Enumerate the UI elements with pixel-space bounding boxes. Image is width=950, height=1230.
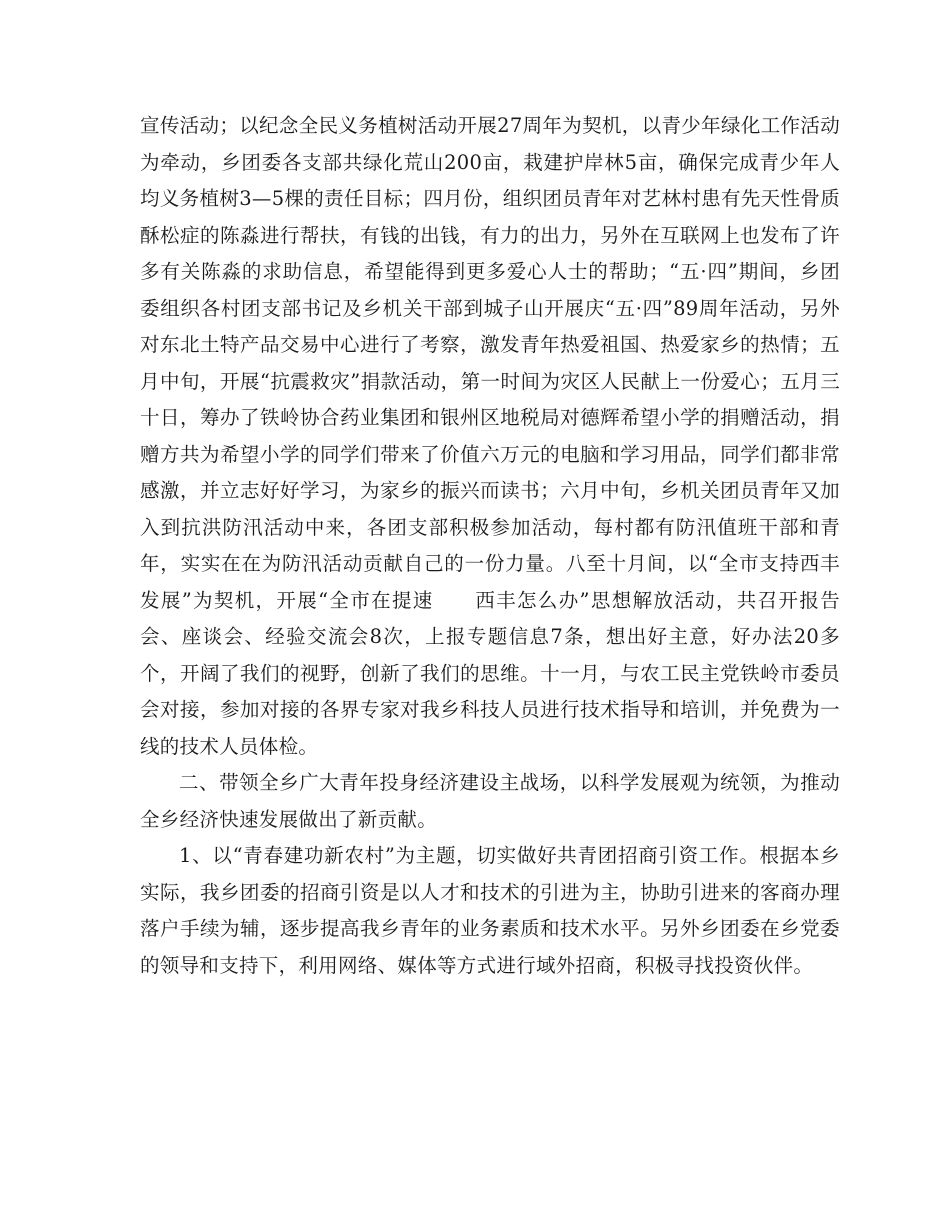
body-paragraph-3: 1、以“青春建功新农村”为主题，切实做好共青团招商引资工作。根据本乡实际，我乡团委的招商引资是以人才和技术的引进为主，协助引进来的客商办理落户手续为辅，逐步提高我乡青年的业务素质和技术水平。另外乡团委在乡党委的领导和支持下，利用网络、媒体等方式进行域外招商，积极寻找投资伙伴。 xyxy=(140,844,840,977)
section-heading-paragraph: 二、带领全乡广大青年投身经济建设主战场，以科学发展观为统领，为推动全乡经济快速发展做出了新贡献。 xyxy=(140,771,840,831)
document-body xyxy=(140,108,840,984)
body-paragraph-1: 宣传活动；以纪念全民义务植树活动开展27周年为契机，以青少年绿化工作活动为牵动，乡团委各支部共绿化荒山200亩，栽建护岸林5亩，确保完成青少年人均义务植树3—5棵的责任目标；四月份，组织团员青年对艺林村患有先天性骨质酥松症的陈淼进行帮扶，有钱的出钱，有力的出力，另外在互联网上也发布了许多有关陈淼的求助信息，希望能得到更多爱心人士的帮助；“五·四”期间，乡团委组织各村团支部书记及乡机关干部到城子山开展庆“五·四”89周年活动，另外对东北土特产品交易中心进行了考察，激发青年热爱祖国、热爱家乡的热情；五月中旬，开展“抗震救灾”捐款活动，第一时间为灾区人民献上一份爱心；五月三十日，筹办了铁岭协合药业集团和银州区地税局对德辉希望小学的捐赠活动，捐赠方共为希望小学的同学们带来了价值六万元的电脑和学习用品，同学们都非常感激，并立志好好学习，为家乡的振兴而读书；六月中旬，乡机关团员青年又加入到抗洪防汛活动中来，各团支部积极参加活动，每村都有防汛值班干部和青年，实实在在为防汛活动贡献自己的一份力量。八至十月间，以“全市支持西丰发展”为契机，开展“全市在提速 西丰怎么办”思想解放活动，共召开报告会、座谈会、经验交流会8次，上报专题信息7条，想出好主意，好办法20多个，开阔了我们的视野，创新了我们的思维。十一月，与农工民主党铁岭市委员会对接，参加对接的各界专家对我乡科技人员进行技术指导和培训，并免费为一线的技术人员体检。 xyxy=(140,114,840,758)
